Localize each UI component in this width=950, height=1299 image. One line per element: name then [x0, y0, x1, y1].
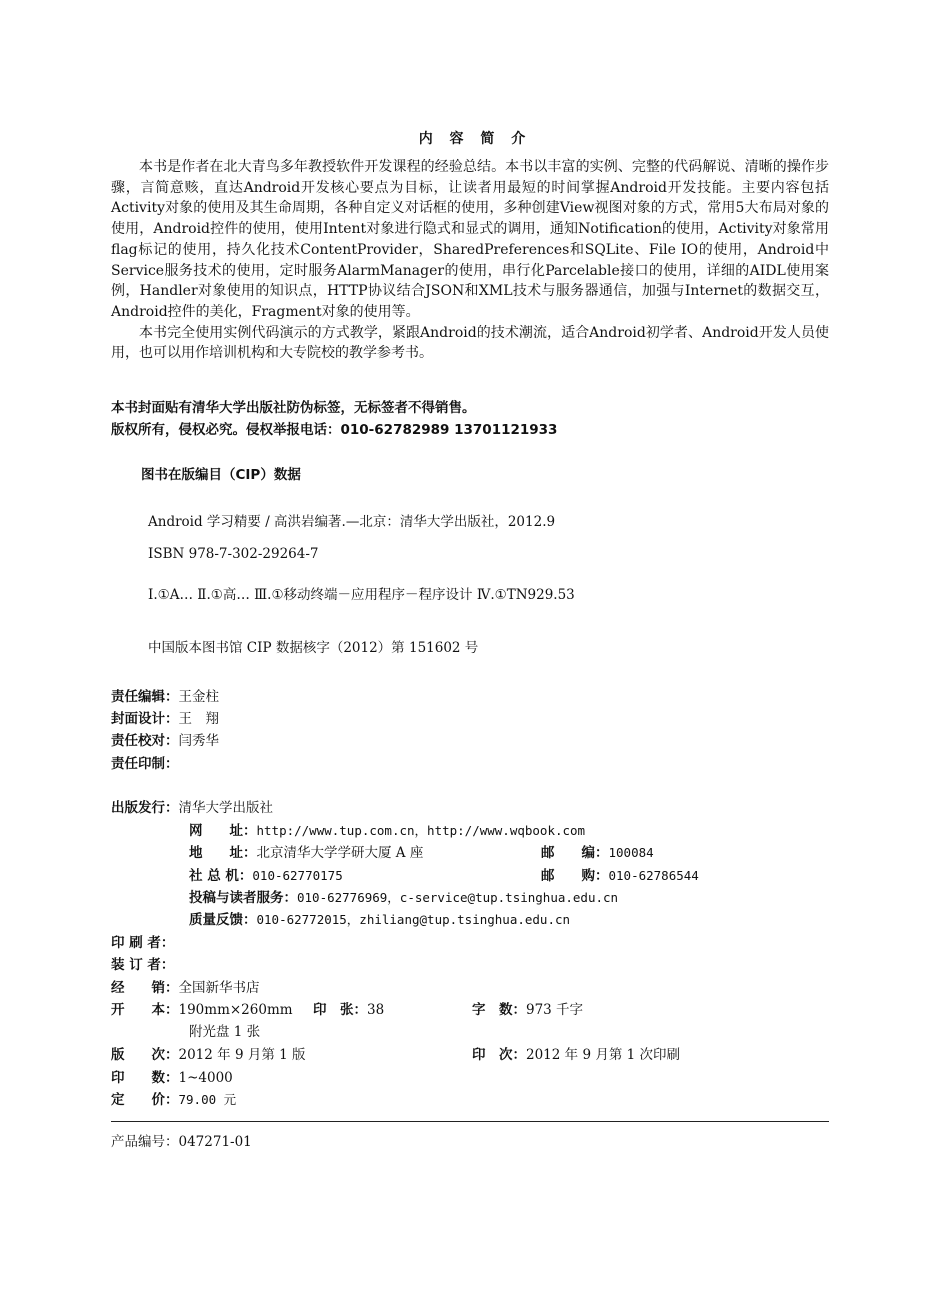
switchboard-value: 010-62770175 [252, 868, 343, 883]
website-value: http://www.tup.com.cn，http://www.wqbook.com [256, 823, 586, 838]
cip-heading: 图书在版编目（CIP）数据 [141, 467, 301, 483]
cip-line-record: 中国版本图书馆 CIP 数据核字（2012）第 151602 号 [148, 640, 479, 656]
mail-order-label: 邮 购： [541, 868, 609, 884]
product-code-value: 047271-01 [178, 1134, 252, 1150]
switchboard-label: 社 总 机： [189, 868, 253, 884]
reader-service-row [189, 886, 618, 906]
publisher-name: 清华大学出版社 [178, 800, 273, 816]
anti-counterfeit-notice: 本书封面贴有清华大学出版社防伪标签，无标签者不得销售。 [111, 400, 476, 416]
address-row [189, 841, 423, 861]
reader-service-value: 010-62776969，c-service@tup.tsinghua.edu.cn [297, 890, 619, 905]
printing-label: 印 次： [472, 1047, 526, 1063]
zipcode-value: 100084 [608, 845, 654, 860]
print-run-row [111, 1066, 233, 1086]
quality-feedback-row [189, 908, 570, 928]
edition-row [111, 1043, 306, 1063]
divider-line [111, 1121, 829, 1122]
attachment-note: 附光盘 1 张 [189, 1024, 261, 1040]
zipcode-row [541, 841, 654, 861]
switchboard-row [189, 864, 343, 884]
intro-paragraph-2: 本书完全使用实例代码演示的方式教学，紧跟Android的技术潮流，适合Android初学者、Android开发人员使用，也可以用作培训机构和大专院校的教学参考书。 [111, 324, 829, 362]
reader-service-label: 投稿与读者服务： [189, 890, 297, 906]
print-supervisor-row [111, 752, 179, 772]
zipcode-label: 邮 编： [541, 845, 609, 861]
format-row [111, 998, 293, 1018]
price-label: 定 价： [111, 1092, 179, 1108]
intro-section [111, 157, 829, 364]
address-value: 北京清华大学学研大厦 A 座 [256, 845, 424, 861]
publisher-row [111, 796, 273, 816]
website-row [189, 819, 585, 839]
cip-line-classification: Ⅰ.①A… Ⅱ.①高… Ⅲ.①移动终端－应用程序－程序设计 Ⅳ.①TN929.53 [148, 587, 575, 603]
cover-design-value: 王 翔 [178, 711, 219, 727]
price-row [111, 1088, 236, 1108]
publisher-label: 出版发行： [111, 800, 179, 816]
print-run-label: 印 数： [111, 1070, 179, 1086]
word-count-row [472, 998, 583, 1018]
print-run-value: 1~4000 [178, 1070, 233, 1086]
product-code-label: 产品编号： [111, 1134, 179, 1150]
cover-design-row [111, 707, 219, 727]
address-label: 地 址： [189, 845, 257, 861]
proofreader-value: 闫秀华 [178, 733, 219, 749]
copyright-notice: 版权所有，侵权必究。侵权举报电话：010-62782989 13701121933 [111, 422, 558, 438]
format-value: 190mm×260mm [178, 1002, 293, 1018]
editor-label: 责任编辑： [111, 689, 179, 705]
print-supervisor-label: 责任印制： [111, 756, 179, 772]
word-count-value: 973 千字 [526, 1002, 584, 1018]
distributor-row [111, 976, 260, 996]
proofreader-label: 责任校对： [111, 733, 179, 749]
quality-feedback-value: 010-62772015，zhiliang@tup.tsinghua.edu.cn [256, 912, 571, 927]
price-value: 79.00 元 [178, 1092, 237, 1107]
quality-feedback-label: 质量反馈： [189, 912, 257, 928]
binder-row [111, 953, 174, 973]
intro-paragraph-1: 本书是作者在北大青鸟多年教授软件开发课程的经验总结。本书以丰富的实例、完整的代码解说、清晰的操作步骤，言简意赅，直达Android开发核心要点为目标，让读者用最短的时间掌握Android开发技能。主要内容包括Activity对象的使用及其生命周期，各种自定义对话框的使用，多种创建View视图对象的方式，常用5大布局对象的使用，Android控件的使用，使用Intent对象进行隐式和显式的调用，通知Notification的使用，Activity对象常用flag标记的使用，持久化技术ContentProvider，SharedPreferences和SQLite、File IO的使用，Android中Service服务技术的使用，定时服务AlarmManager的使用，串行化Parcelable接口的使用，详细的AIDL使用案例，Handler对象使用的知识点，HTTP协议结合JSON和XML技术与服务器通信，加强与Internet的数据交互，Android控件的美化，Fragment对象的使用等。 [111, 159, 829, 320]
distributor-value: 全国新华书店 [178, 980, 260, 996]
printer-label: 印 刷 者： [111, 935, 175, 951]
editor-row [111, 685, 219, 705]
sheets-label: 印 张： [313, 1002, 367, 1018]
distributor-label: 经 销： [111, 980, 179, 996]
word-count-label: 字 数： [472, 1002, 526, 1018]
edition-label: 版 次： [111, 1047, 179, 1063]
mail-order-row [541, 864, 699, 884]
printing-row [472, 1043, 680, 1063]
cover-design-label: 封面设计： [111, 711, 179, 727]
sheets-row [313, 998, 384, 1018]
editor-value: 王金柱 [178, 689, 219, 705]
product-code-row [111, 1130, 252, 1150]
binder-label: 装 订 者： [111, 957, 175, 973]
printing-value: 2012 年 9 月第 1 次印刷 [526, 1047, 680, 1063]
website-label: 网 址： [189, 823, 257, 839]
printer-row [111, 931, 174, 951]
format-label: 开 本： [111, 1002, 179, 1018]
mail-order-value: 010-62786544 [608, 868, 699, 883]
sheets-value: 38 [367, 1002, 385, 1018]
proofreader-row [111, 729, 219, 749]
cip-line-title: Android 学习精要 / 高洪岩编著.—北京：清华大学出版社，2012.9 [148, 514, 556, 530]
cip-line-isbn: ISBN 978-7-302-29264-7 [148, 546, 319, 562]
edition-value: 2012 年 9 月第 1 版 [178, 1047, 306, 1063]
page-title: 内 容 简 介 [418, 131, 532, 147]
